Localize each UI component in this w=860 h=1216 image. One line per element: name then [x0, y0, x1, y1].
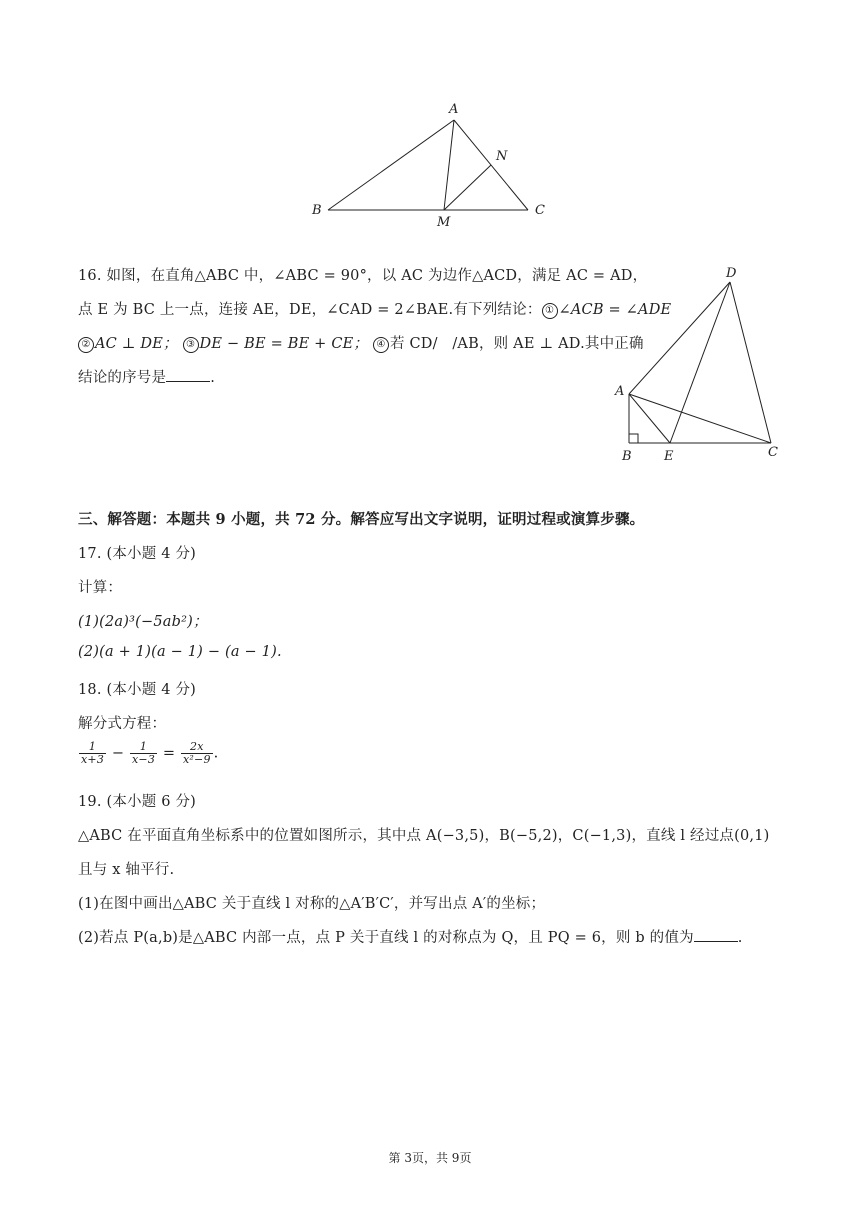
fraction-1: $\frac{1}{x+3}$ [81, 740, 105, 766]
q17-title: 17. (本小题 4 分) [78, 546, 197, 562]
answer-blank [166, 369, 210, 382]
label-n: N [496, 149, 508, 164]
conclusion-2-marker: ② [78, 337, 94, 353]
q17-part1: (1)(2a)³(−5ab²)； [78, 614, 208, 630]
q18-title: 18. (本小题 4 分) [78, 682, 197, 698]
answer-blank [694, 929, 738, 942]
label-d: D [726, 266, 737, 281]
page-footer: 第 3页，共 9页 [388, 1151, 472, 1165]
conclusion-4-marker: ④ [373, 337, 389, 353]
triangle-acd-figure [605, 260, 795, 470]
q16-line4-text: 结论的序号是 [78, 370, 167, 386]
label-e: E [664, 449, 674, 464]
period: . [213, 745, 219, 762]
label-m: M [437, 215, 451, 230]
q19-title: 19. (本小题 6 分) [78, 794, 197, 810]
q19-part2-text: (2)若点 P(a,b)是△ABC 内部一点，点 P 关于直线 l 的对称点为 Q，且 PQ = 6，则 b 的值为 [78, 930, 694, 946]
conclusion-4: 若 CD/ /AB，则 AE ⊥ AD.其中正确 [389, 336, 644, 352]
conclusion-1-marker: ① [542, 303, 558, 319]
conclusion-2: AC ⊥ DE； [95, 336, 178, 352]
q16-line2-text: 点 E 为 BC 上一点，连接 AE，DE，∠CAD = 2∠BAE.有下列结论： [78, 302, 542, 318]
label-c: C [535, 203, 545, 218]
q19-line2: 且与 x 轴平行. [78, 862, 175, 878]
fraction-2: $\frac{1}{x-3}$ [132, 740, 156, 766]
conclusion-1: ∠ACB = ∠ADE [558, 302, 672, 318]
label-a: A [449, 102, 459, 117]
label-a: A [615, 384, 625, 399]
q18-prompt: 解分式方程： [78, 716, 167, 732]
q19-part2: (2)若点 P(a,b)是△ABC 内部一点，点 P 关于直线 l 的对称点为 Q，且 PQ = 6，则 b 的值为 . [78, 930, 743, 946]
q16-line3 [78, 332, 644, 353]
q16-line1: 16. 如图，在直角△ABC 中，∠ABC = 90°，以 AC 为边作△ACD，满足 AC = AD， [78, 268, 648, 284]
label-c: C [768, 445, 778, 460]
label-b: B [312, 203, 322, 218]
q17-part2: (2)(a + 1)(a − 1) − (a − 1). [78, 644, 282, 660]
fraction-3: $\frac{2x}{\text{x²−9}}$ [183, 740, 211, 766]
section-heading: 三、解答题：本题共 9 小题，共 72 分。解答应写出文字说明，证明过程或演算步骤。 [78, 511, 645, 528]
q19-line1: △ABC 在平面直角坐标系中的位置如图所示，其中点 A(−3,5)，B(−5,2)，C(−1,3)，直线 l 经过点(0,1) [78, 828, 770, 844]
conclusion-3-marker: ③ [183, 337, 199, 353]
conclusion-3: DE − BE = BE + CE； [199, 336, 369, 352]
minus-sign: − [111, 745, 125, 762]
triangle-abc-mn-figure [300, 95, 560, 235]
q18-equation [78, 741, 218, 766]
equals-sign: = [162, 745, 176, 762]
q16-line2 [78, 298, 671, 319]
q19-part1: (1)在图中画出△ABC 关于直线 l 对称的△A′B′C′，并写出点 A′的坐标； [78, 896, 546, 912]
label-b: B [622, 449, 632, 464]
q16-line4: 结论的序号是 . [78, 370, 216, 386]
q17-prompt: 计算： [78, 580, 123, 596]
